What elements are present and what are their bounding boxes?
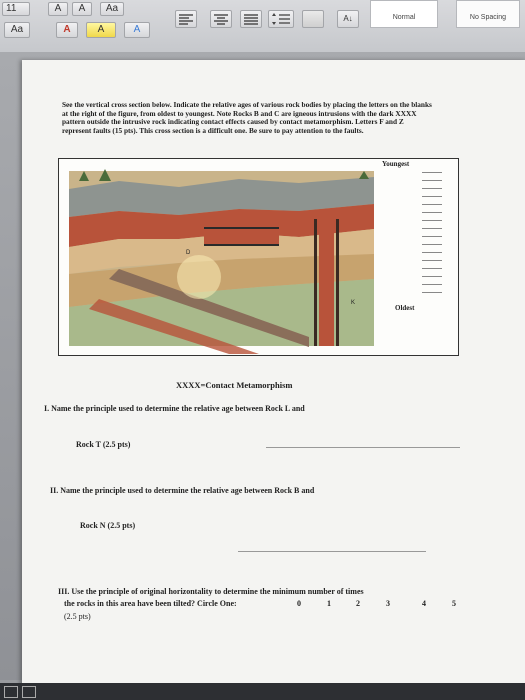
question-2-sub: Rock N (2.5 pts)	[80, 521, 136, 530]
question-1-title: I. Name the principle used to determine the relative age between Rock L and	[44, 404, 305, 413]
circle-option-1[interactable]: 1	[327, 599, 331, 608]
circle-option-4[interactable]: 4	[422, 599, 426, 608]
clear-format-button[interactable]: Aa	[4, 22, 30, 38]
question-1-answer-line[interactable]	[266, 447, 460, 448]
age-blank-2[interactable]	[422, 180, 442, 181]
shading-icon[interactable]	[302, 10, 324, 28]
font-size-dropdown[interactable]: 11	[2, 2, 30, 16]
figure-letter-d: D	[186, 250, 191, 256]
question-3-line-1: III. Use the principle of original horizontality to determine the minimum number of times	[58, 587, 364, 596]
print-view-icon[interactable]	[22, 686, 36, 698]
age-blank-15[interactable]	[422, 284, 442, 285]
justify-icon[interactable]	[240, 10, 262, 28]
line-spacing-icon[interactable]	[268, 10, 294, 28]
age-blank-11[interactable]	[422, 252, 442, 253]
age-blank-14[interactable]	[422, 276, 442, 277]
cross-section-figure	[58, 158, 459, 356]
text-effects-button[interactable]: A	[124, 22, 150, 38]
question-2-answer-line[interactable]	[238, 551, 426, 552]
age-blank-6[interactable]	[422, 212, 442, 213]
figure-caption: XXXX=Contact Metamorphism	[176, 380, 293, 390]
style-no-spacing-card[interactable]	[456, 0, 520, 28]
age-blank-8[interactable]	[422, 228, 442, 229]
age-blank-10[interactable]	[422, 244, 442, 245]
status-bar	[0, 683, 525, 700]
age-blank-9[interactable]	[422, 236, 442, 237]
circle-option-3[interactable]: 3	[386, 599, 390, 608]
age-blank-3[interactable]	[422, 188, 442, 189]
instructions-text: See the vertical cross section below. Indicate the relative ages of various rock bodies by placing the letters on the blanks at the right of the figure, from oldest to youngest. Note Rocks B and C are igneous intrusions with the dark XXXX pattern outside the intrusive rock indicating contact effects caused by contact metamorphism. Letters F and Z represent faults (15 pts). This cross section is a difficult one. Be sure to pay attention to the faults.	[62, 100, 432, 136]
age-blank-13[interactable]	[422, 268, 442, 269]
question-3-line-2: the rocks in this area have been tilted? Circle One:	[64, 599, 237, 608]
shrink-font-button[interactable]: A	[72, 2, 92, 16]
highlight-button[interactable]: A	[86, 22, 116, 38]
age-blank-7[interactable]	[422, 220, 442, 221]
circle-option-2[interactable]: 2	[356, 599, 360, 608]
age-blank-12[interactable]	[422, 260, 442, 261]
circle-option-5[interactable]: 5	[452, 599, 456, 608]
age-blank-16[interactable]	[422, 292, 442, 293]
youngest-label: Youngest	[382, 160, 410, 168]
grow-font-button[interactable]: A	[48, 2, 68, 16]
question-3-points: (2.5 pts)	[64, 612, 91, 621]
question-2-title: II. Name the principle used to determine the relative age between Rock B and	[50, 486, 315, 495]
age-blank-4[interactable]	[422, 196, 442, 197]
question-1-sub: Rock T (2.5 pts)	[76, 440, 131, 449]
align-left-icon[interactable]	[175, 10, 197, 28]
circle-option-0[interactable]: 0	[297, 599, 301, 608]
formatting-ribbon	[0, 0, 525, 53]
sort-icon[interactable]: A↓	[337, 10, 359, 28]
font-color-button[interactable]: A	[56, 22, 78, 38]
oldest-label: Oldest	[395, 304, 415, 312]
style-normal-card[interactable]	[370, 0, 438, 28]
align-center-icon[interactable]	[210, 10, 232, 28]
style-no-spacing-label: No Spacing	[469, 14, 507, 21]
figure-letter-k: K	[351, 300, 356, 306]
cross-section-illustration	[59, 159, 458, 355]
age-blank-1[interactable]	[422, 172, 442, 173]
style-normal-label: Normal	[392, 14, 416, 21]
age-blank-5[interactable]	[422, 204, 442, 205]
layout-view-icon[interactable]	[4, 686, 18, 698]
change-case-button[interactable]: Aa	[100, 2, 124, 16]
